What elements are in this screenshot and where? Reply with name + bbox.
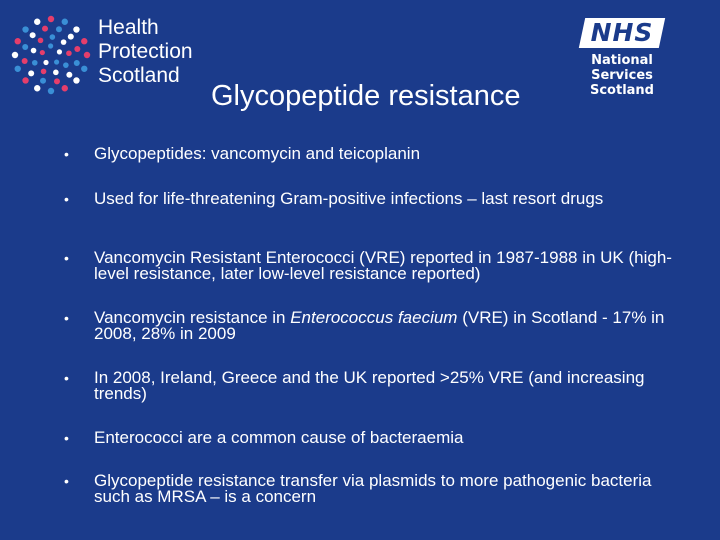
logo-dot — [73, 26, 79, 32]
logo-dot — [81, 66, 87, 72]
hps-dots-logo-icon — [10, 14, 92, 96]
logo-dot — [28, 70, 34, 76]
nhs-logo-line-1: National — [591, 53, 653, 68]
bullet-text-italic: Enterococcus faecium — [290, 308, 458, 327]
logo-dot — [22, 26, 28, 32]
logo-dot — [81, 38, 87, 44]
logo-dot — [62, 85, 68, 91]
bullet-dot: • — [64, 370, 69, 386]
slide-title: Glycopeptide resistance — [211, 80, 521, 112]
logo-dot — [48, 16, 54, 22]
logo-dot — [48, 88, 54, 94]
logo-dot — [15, 66, 21, 72]
bullet-dot: • — [64, 146, 69, 162]
bullet-text: Used for life-threatening Gram-positive infections – last resort drugs — [94, 189, 604, 208]
bullet-dot: • — [64, 250, 69, 266]
logo-dot — [57, 49, 62, 54]
logo-dot — [74, 60, 80, 66]
logo-dot — [32, 60, 38, 66]
hps-logo-line-2: Protection — [98, 40, 193, 63]
bullet-dot: • — [64, 430, 69, 446]
nhs-logo-subtitle — [580, 53, 664, 98]
bullet-dot: • — [64, 473, 69, 489]
logo-dot — [22, 58, 28, 64]
logo-dot — [40, 50, 45, 55]
logo-dot — [41, 69, 47, 75]
logo-dot — [66, 50, 72, 56]
hps-logo-line-1: Health — [98, 16, 159, 39]
logo-dot — [66, 72, 72, 78]
logo-dot — [68, 34, 74, 40]
logo-dot — [53, 70, 59, 76]
logo-dot — [38, 38, 44, 44]
bullet-text: Vancomycin Resistant Enterococci (VRE) reported in 1987-1988 in UK (high-level resistance, later low-level resistance reported) — [94, 248, 672, 283]
logo-dot — [34, 85, 40, 91]
nhs-logo-line-3: Scotland — [589, 83, 654, 98]
logo-dot — [31, 48, 37, 54]
logo-dot — [74, 46, 80, 52]
logo-dot — [63, 62, 69, 68]
logo-dot — [48, 43, 53, 48]
logo-dot — [42, 26, 48, 32]
nhs-logo-line-2: Services — [591, 68, 653, 83]
bullet-text-pre: Vancomycin resistance in — [94, 308, 291, 327]
logo-dot — [30, 32, 36, 38]
logo-dot — [43, 60, 48, 65]
bullet-text: Glycopeptides: vancomycin and teicoplanin — [94, 144, 421, 163]
hps-logo-text — [98, 16, 193, 88]
bullet-text: Enterococci are a common cause of bacteraemia — [94, 428, 464, 447]
bullet-text-post: (VRE) in Scotland - 17% in 2008, 28% in 2009 — [94, 308, 665, 343]
logo-dot — [40, 78, 46, 84]
logo-dot — [22, 77, 28, 83]
logo-dot — [73, 77, 79, 83]
logo-dot — [12, 52, 18, 58]
bullet-text: Glycopeptide resistance transfer via plasmids to more pathogenic bacteria such as MRSA – is a concern — [94, 471, 652, 506]
logo-dot — [34, 19, 40, 25]
logo-dot — [50, 34, 56, 40]
logo-dot — [84, 52, 90, 58]
nhs-logo — [580, 18, 664, 114]
logo-dot — [54, 78, 60, 84]
hps-logo-line-3: Scotland — [98, 64, 180, 87]
bullet-text — [94, 310, 679, 342]
logo-dot — [56, 26, 62, 32]
bullet-dot: • — [64, 191, 69, 207]
logo-dot — [61, 39, 67, 45]
bullet-text: In 2008, Ireland, Greece and the UK reported >25% VRE (and increasing trends) — [94, 368, 645, 403]
logo-dot — [62, 19, 68, 25]
logo-dot — [54, 59, 59, 64]
bullet-dot: • — [64, 310, 69, 326]
logo-dot — [15, 38, 21, 44]
nhs-logo-mark: NHS — [590, 18, 654, 47]
logo-dot — [22, 44, 28, 50]
